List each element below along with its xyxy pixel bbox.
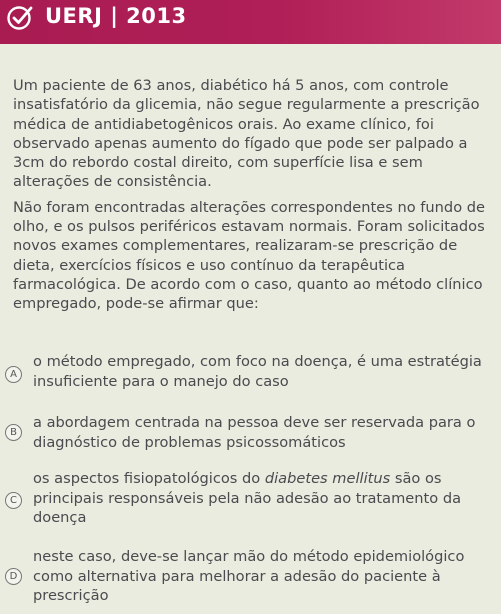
option-text-part: são os principais responsáveis pela não adesão ao tratamento da doença	[33, 470, 462, 526]
header-bar	[0, 0, 501, 44]
option-text-italic: diabetes mellitus	[264, 470, 391, 487]
option-text: o método empregado, com foco na doença, é uma estratégia insuficiente para o manejo do caso	[33, 353, 482, 390]
option-text	[33, 469, 493, 528]
option-text-part: os aspectos fisiopatológicos do	[33, 470, 265, 487]
stem-paragraph: Não foram encontradas alterações correspondentes no fundo de olho, e os pulsos periféricos estavam normais. Foram solicitados novos exames complementares, realizaram-se prescrição de dieta, exercícios físicos e uso contínuo da terapêutica farmacológica. De acordo com o caso, quanto ao método clínico empregado, pode-se afirmar que:	[13, 198, 486, 313]
option-letter-badge: B	[5, 424, 22, 441]
option-text: neste caso, deve-se lançar mão do método epidemiológico como alternativa para melhorar a adesão do paciente à prescrição	[33, 548, 465, 604]
option-letter-badge: C	[5, 492, 22, 509]
stem-paragraph: Um paciente de 63 anos, diabético há 5 anos, com controle insatisfatório da glicemia, não segue regularmente a prescrição médica de antidiabetogênicos orais. Ao exame clínico, foi observado apenas aumento do fígado que pode ser palpado a 3cm do rebordo costal direito, com superfície lisa e sem alterações de consistência.	[13, 77, 480, 191]
question-stem	[13, 76, 487, 320]
option-letter-badge: D	[5, 568, 22, 585]
option-text: a abordagem centrada na pessoa deve ser reservada para o diagnóstico de problemas psicossomáticos	[33, 414, 476, 451]
page-title: UERJ | 2013	[45, 4, 187, 28]
check-circle-icon	[6, 4, 34, 32]
option-letter-badge: A	[5, 366, 22, 383]
